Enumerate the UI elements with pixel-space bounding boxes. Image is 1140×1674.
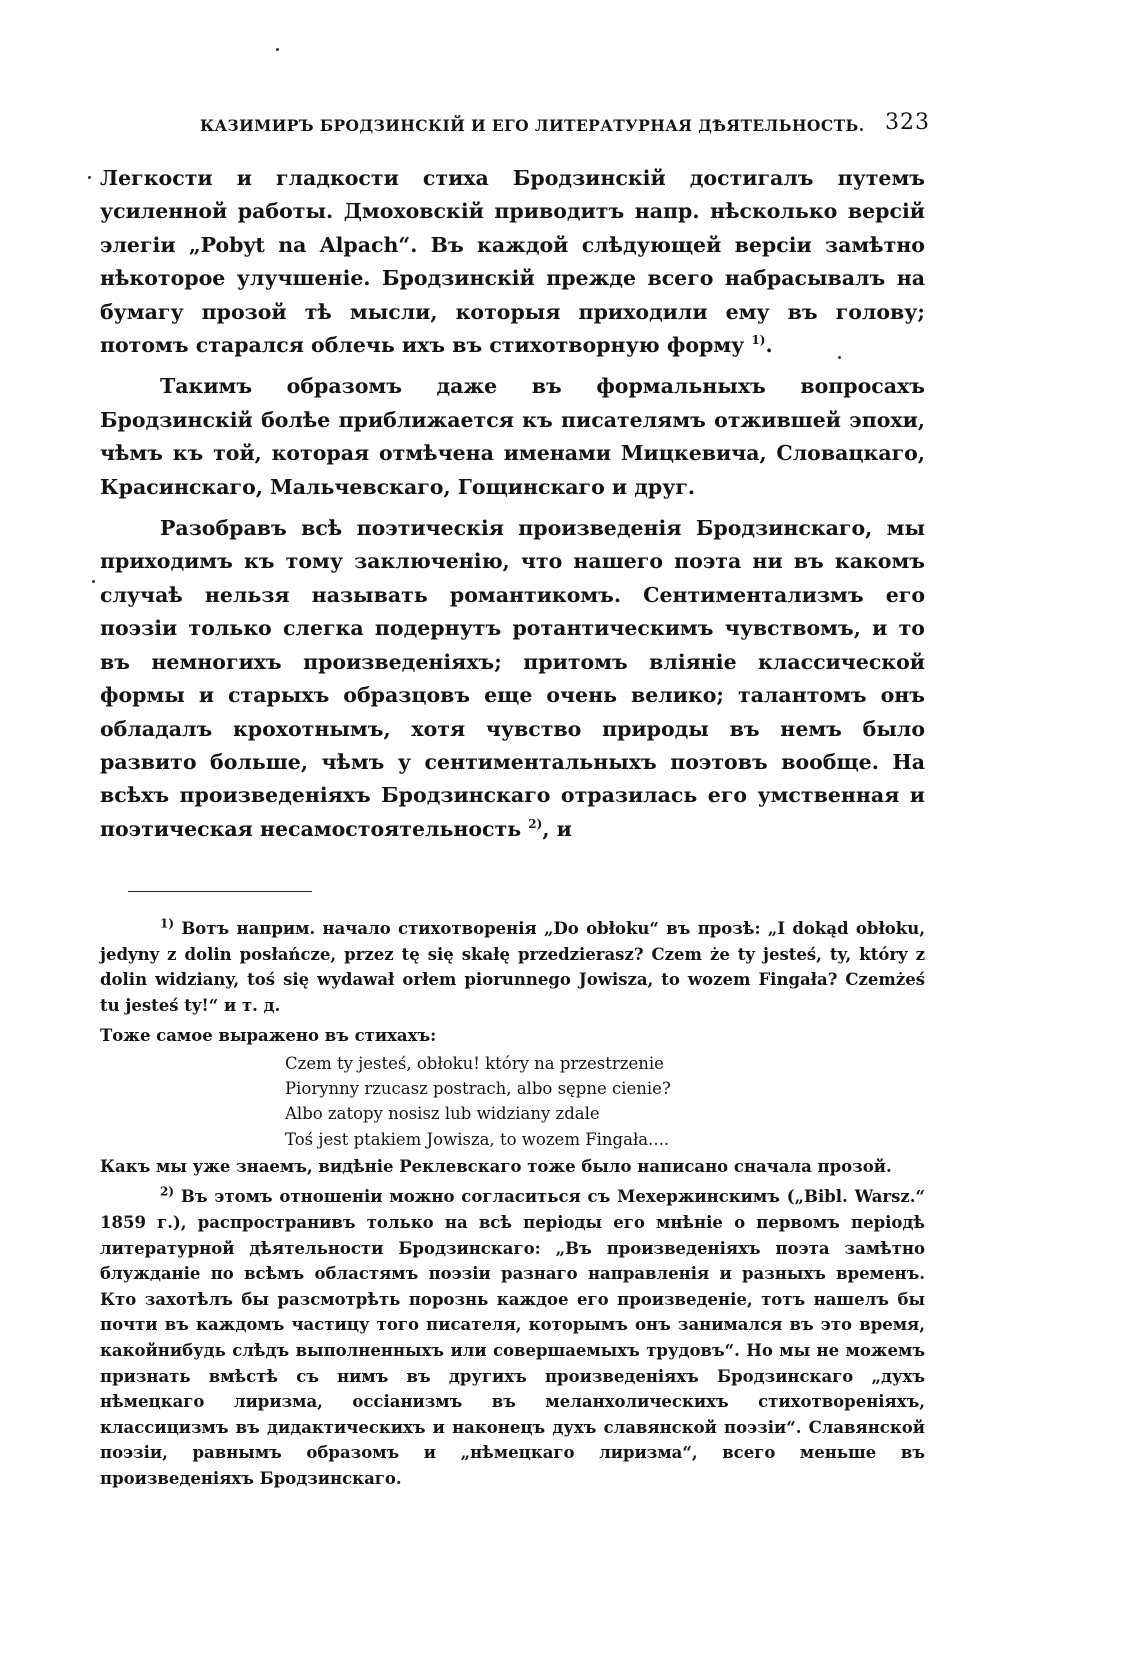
footnote-2: $^{2)}$ Въ этомъ отношеніи можно согласиться съ Мехержинскимъ („Bibl. Warsz.“ 1859 г.), распространивъ только на всѣ періоды его мнѣніе о первомъ періодѣ литературной дѣятельности Бродзинскаго: „Въ произведеніяхъ поэта замѣтно блужданіе по всѣмъ областямъ поэзіи разнаго направленія и разныхъ временъ. Кто захотѣлъ бы разсмотрѣть порознь каждое его произведеніе, тотъ нашелъ бы почти въ каждомъ частицу того писателя, которымъ онъ занимался въ это время, какойнибудь слѣдъ выполненныхъ или совершаемыхъ трудовъ“. Но мы не можемъ признать вмѣстѣ съ нимъ въ другихъ произведеніяхъ Бродзинскаго „духъ нѣмецкаго лиризма, оссіанизмъ въ меланхолическихъ стихотвореніяхъ, классицизмъ въ дидактическихъ и наконецъ духъ славянской поэзіи“. Славянской поэзіи, равнымъ образомъ и „нѣмецкаго лиризма“, всего меньше въ произведеніяхъ Бродзинскаго. bbox=[100, 1184, 925, 1488]
print-speck bbox=[276, 48, 279, 51]
margin-speck bbox=[88, 176, 91, 179]
main-text bbox=[100, 162, 925, 846]
verse-intro: Тоже самое выражено въ стихахъ: bbox=[100, 1026, 437, 1046]
footnote-1: $^{1)}$ Вотъ наприм. начало стихотворенія „Do obłoku“ въ прозѣ: „I dokąd obłoku, jedyny z dolin posłańcze, przez tę się skałę przedzierasz? Czem że ty jesteś, ty, który z dolin widziany, toś się wydawał orłem piorunnego Jowisza, to wozem Fingała? Czemżeś tu jesteś ty!“ и т. д. bbox=[100, 916, 925, 1015]
verse-line: Piorynny rzucasz postrach, albo sępne cienie? bbox=[285, 1079, 671, 1099]
footnote-2-mark: 2) bbox=[160, 1184, 175, 1199]
footnote-1-mark: 1) bbox=[160, 916, 175, 931]
paragraph-1: Легкости и гладкости стиха Бродзинскій достигалъ путемъ усиленной работы. Дмоховскій приводитъ напр. нѣсколько версій элегіи „Pobyt na Alpach“. Въ каждой слѣдующей версіи замѣтно нѣкоторое улучшеніе. Бродзинскій прежде всего набрасывалъ на бумагу прозой тѣ мысли, которыя приходили ему въ голову; потомъ старался облечь ихъ въ стихотворную форму $^{1)}$. bbox=[100, 166, 925, 358]
paragraph-3: Разобравъ всѣ поэтическія произведенія Бродзинскаго, мы приходимъ къ тому заключенію, что нашего поэта ни въ какомъ случаѣ нельзя называть романтикомъ. Сентиментализмъ его поэзіи только слегка подернутъ ротантическимъ чувствомъ, и то въ немногихъ произведеніяхъ; притомъ вліяніе классической формы и старыхъ образцовъ еще очень велико; талантомъ онъ обладалъ крохотнымъ, хотя чувство природы въ немъ было развито больше, чѣмъ у сентиментальныхъ поэтовъ вообще. На всѣхъ произведеніяхъ Бродзинскаго отразилась его умственная и поэтическая несамостоятельность $^{2)}$, и bbox=[100, 516, 925, 841]
footnotes bbox=[100, 916, 925, 1492]
verse-line: Czem ty jesteś, obłoku! który na przestrzenie bbox=[285, 1053, 664, 1073]
page-number: 323 bbox=[885, 110, 930, 135]
verse-line: Toś jest ptakiem Jowisza, to wozem Fingała.... bbox=[285, 1129, 670, 1149]
verse-block bbox=[285, 1051, 925, 1152]
verse-line: Albo zatopy nosisz lub widziany zdale bbox=[285, 1104, 600, 1124]
footnote-ref-1: 1) bbox=[751, 333, 766, 348]
margin-speck bbox=[92, 580, 95, 583]
footnote-rule bbox=[128, 891, 312, 892]
footnote-1-after: Какъ мы уже знаемъ, видѣніе Реклевскаго тоже было написано сначала прозой. bbox=[100, 1156, 892, 1176]
running-head bbox=[100, 110, 930, 140]
footnote-ref-2: 2) bbox=[528, 816, 543, 831]
running-head-title: КАЗИМИРЪ БРОДЗИНСКІЙ И ЕГО ЛИТЕРАТУРНАЯ ДѢЯТЕЛЬНОСТЬ. bbox=[200, 116, 865, 135]
paragraph-2: Такимъ образомъ даже въ формальныхъ вопросахъ Бродзинскій болѣе приближается къ писателямъ отжившей эпохи, чѣмъ къ той, которая отмѣчена именами Мицкевича, Словацкаго, Красинскаго, Мальчевскаго, Гощинскаго и друг. bbox=[100, 374, 925, 499]
